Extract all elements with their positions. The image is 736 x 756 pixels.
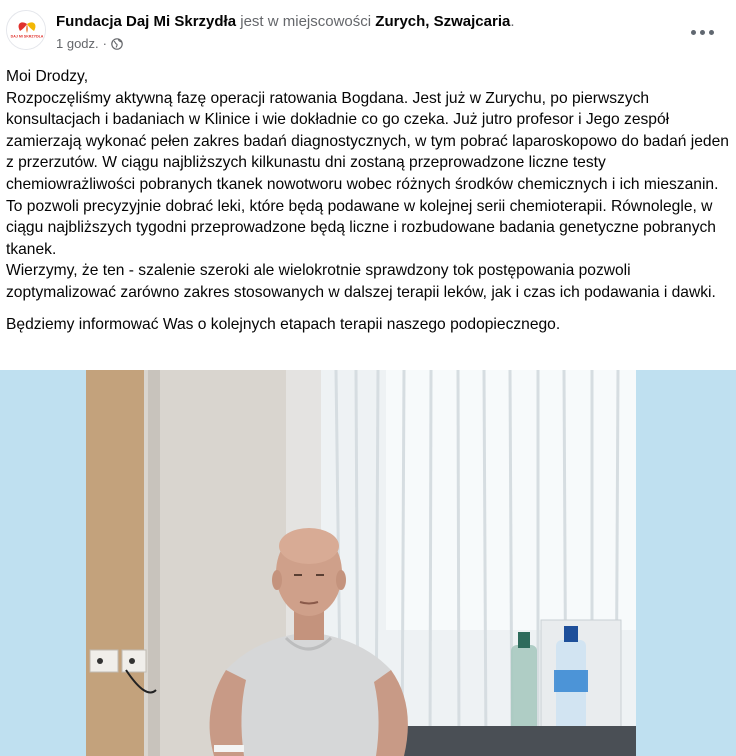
post-body bbox=[6, 66, 730, 335]
more-options-button[interactable] bbox=[684, 18, 720, 46]
dot-icon bbox=[691, 30, 696, 35]
post-meta bbox=[56, 36, 123, 52]
hospital-room-image bbox=[86, 370, 636, 756]
post-paragraph: Rozpoczęliśmy aktywną fazę operacji ratowania Bogdana. Jest już w Zurychu, po pierwszych konsultacjach i badaniach w Klinice i wie dokładnie co go czeka. Już jutro profesor i Jego zespół zamierzają wykonać pełen zakres badań diagnostycznych, w tym pobrać laparoskopowo do badań jeden z przerzutów. W ciągu najbliższych kilkunastu dni zostaną przeprowadzone liczne testy chemiowrażliwości pobranych tkanek nowotworu wobec różnych środków chemicznych i ich mieszanin. To pozwoli precyzyjnie dobrać leki, które będą podawane w kolejnej serii chemioterapii. Równolegle, w ciągu najbliższych tygodni przeprowadzone będą liczne i rozbudowane badania genetyczne pobranych tkanek. bbox=[6, 89, 729, 258]
svg-text:DAJ MI SKRZYDŁA: DAJ MI SKRZYDŁA bbox=[10, 34, 44, 39]
location-suffix: . bbox=[510, 13, 515, 30]
photo-content bbox=[86, 370, 636, 756]
post-timestamp[interactable]: 1 godz. bbox=[56, 36, 99, 51]
location-prefix: jest w miejscowości bbox=[240, 13, 372, 30]
post-header bbox=[0, 0, 736, 60]
post-photo[interactable] bbox=[0, 370, 736, 756]
location-link[interactable]: Zurych, Szwajcaria bbox=[375, 13, 511, 30]
post-paragraph: Będziemy informować Was o kolejnych etapach terapii naszego podopiecznego. bbox=[6, 315, 561, 333]
author-name-link[interactable]: Fundacja Daj Mi Skrzydła bbox=[56, 13, 237, 30]
foundation-logo bbox=[7, 11, 46, 50]
post-paragraph: Moi Drodzy, bbox=[6, 68, 89, 85]
dot-icon bbox=[709, 30, 714, 35]
author-line bbox=[56, 12, 515, 32]
globe-icon[interactable] bbox=[111, 38, 123, 50]
meta-separator: · bbox=[102, 36, 107, 51]
dot-icon bbox=[700, 30, 705, 35]
post-paragraph: Wierzymy, że ten - szalenie szeroki ale wielokrotnie sprawdzony tok postępowania pozwoli zoptymalizować zarówno zakres stosowanych w dalszej terapii leków, jak i czas ich podawania i dawki. bbox=[6, 262, 716, 301]
page-avatar[interactable] bbox=[6, 10, 46, 50]
